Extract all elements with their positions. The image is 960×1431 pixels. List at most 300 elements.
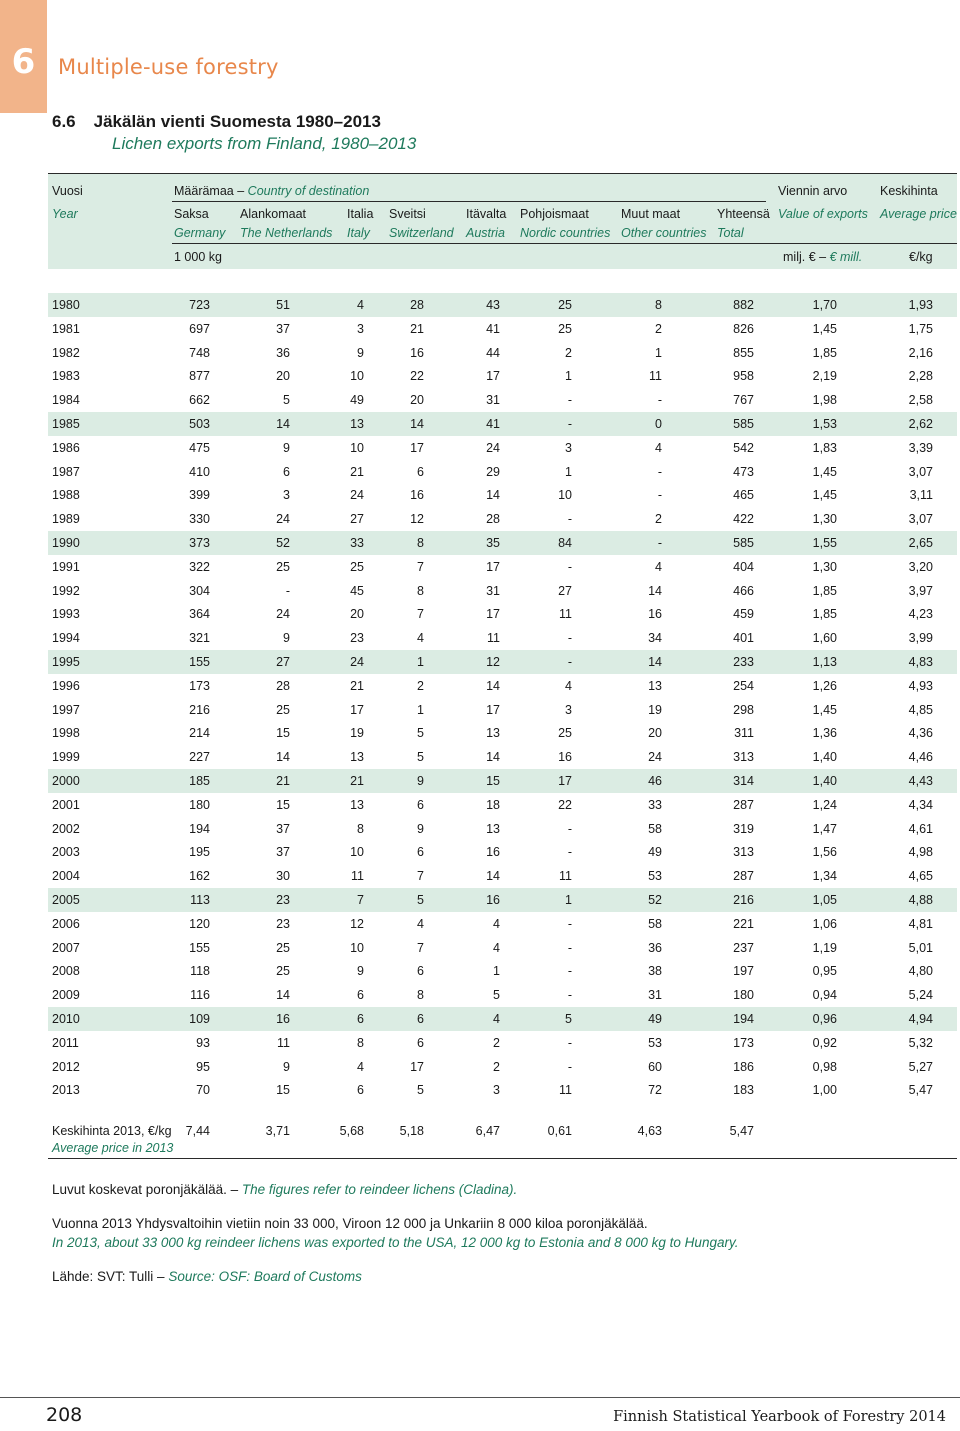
cell-netherlands: 28: [276, 678, 290, 693]
cell-germany: 155: [189, 655, 210, 669]
cell-italy: 6: [357, 1083, 364, 1098]
col-netherlands-fi: Alankomaat: [240, 207, 307, 221]
cell-germany: 194: [189, 821, 210, 836]
cell-price: 4,85: [908, 702, 933, 717]
table-row: [48, 817, 957, 841]
cell-price: 3,07: [908, 512, 933, 527]
table-row: [48, 579, 957, 603]
average-label-fi: Keskihinta 2013, €/kg: [52, 1124, 172, 1138]
cell-switzerland: 6: [417, 964, 424, 979]
cell-value: 1,34: [812, 869, 837, 884]
cell-other: 14: [648, 583, 662, 598]
chapter-title: Multiple-use forestry: [58, 55, 279, 79]
cell-austria: 2: [493, 1035, 500, 1050]
cell-netherlands: 14: [276, 750, 290, 765]
cell-netherlands: 15: [276, 726, 290, 741]
cell-other: 2: [655, 512, 662, 527]
col-total-fi: Yhteensä: [717, 207, 770, 221]
cell-value: 1,45: [812, 488, 837, 503]
cell-year: 1980: [52, 298, 80, 312]
cell-austria: 29: [486, 464, 500, 479]
table-row: [48, 341, 957, 365]
cell-total: 311: [734, 726, 754, 741]
cell-netherlands: 25: [276, 702, 290, 717]
cell-year: 1990: [52, 536, 80, 550]
cell-price: 4,46: [908, 750, 933, 765]
cell-austria: 41: [486, 417, 500, 431]
cell-italy: 7: [357, 893, 364, 907]
cell-switzerland: 4: [417, 916, 424, 931]
cell-italy: 24: [350, 655, 364, 669]
table-row: [48, 650, 957, 674]
cell-switzerland: 16: [410, 488, 424, 503]
col-switzerland-en: Switzerland: [389, 226, 454, 240]
col-total-en: Total: [717, 226, 744, 240]
cell-netherlands: 20: [276, 369, 290, 384]
cell-value: 1,36: [812, 726, 837, 741]
cell-price: 4,93: [908, 678, 933, 693]
cell-switzerland: 7: [417, 607, 424, 622]
header-price-fi: Keskihinta: [880, 184, 938, 198]
cell-value: 1,24: [812, 797, 837, 812]
cell-total: 221: [733, 916, 754, 931]
cell-nordic: -: [567, 559, 572, 574]
cell-netherlands: 51: [276, 298, 290, 312]
cell-netherlands: 21: [276, 774, 290, 788]
table-row: [48, 1007, 957, 1031]
col-netherlands-en: The Netherlands: [240, 226, 333, 240]
cell-total: 401: [733, 631, 754, 646]
cell-year: 2008: [52, 964, 80, 979]
cell-nordic: 17: [558, 774, 572, 788]
cell-year: 2012: [52, 1059, 80, 1074]
cell-nordic: -: [567, 916, 572, 931]
cell-austria: 14: [486, 869, 500, 884]
table-row: [48, 959, 957, 983]
cell-nordic: -: [567, 417, 572, 431]
cell-germany: 118: [190, 964, 210, 979]
cell-nordic: 11: [559, 607, 572, 622]
header-destination: Määrämaa – Country of destination: [174, 184, 370, 198]
cell-price: 3,99: [908, 631, 933, 646]
table-row: [48, 769, 957, 793]
cell-total: 313: [733, 750, 754, 765]
cell-italy: 12: [350, 916, 364, 931]
cell-germany: 180: [189, 797, 210, 812]
table-row: [48, 388, 957, 412]
cell-price: 3,39: [908, 440, 933, 455]
cell-germany: 364: [189, 607, 210, 622]
cell-price: 4,36: [908, 726, 933, 741]
cell-other: 19: [648, 702, 662, 717]
cell-austria: 14: [486, 678, 500, 693]
footer-rule: [0, 1397, 960, 1398]
cell-year: 2011: [52, 1035, 79, 1050]
cell-italy: 13: [350, 417, 364, 431]
cell-austria: 17: [486, 369, 500, 384]
cell-price: 3,07: [908, 464, 933, 479]
table-row: [48, 626, 957, 650]
cell-switzerland: 17: [410, 1059, 424, 1074]
cell-price: 4,23: [908, 607, 933, 622]
cell-value: 0,95: [812, 964, 837, 979]
cell-price: 5,27: [908, 1059, 933, 1074]
table-row: [48, 507, 957, 531]
cell-year: 1994: [52, 631, 80, 646]
cell-switzerland: 5: [417, 1083, 424, 1098]
average-label-en: Average price in 2013: [52, 1141, 174, 1155]
table-bottom-rule: [48, 1158, 957, 1159]
cell-austria: 28: [486, 512, 500, 527]
cell-austria: 43: [486, 298, 500, 312]
col-other-fi: Muut maat: [621, 207, 681, 221]
cell-year: 1985: [52, 417, 80, 431]
cell-year: 2010: [52, 1012, 80, 1026]
cell-austria: 3: [493, 1083, 500, 1098]
cell-other: 4: [655, 440, 662, 455]
cell-nordic: 3: [565, 702, 572, 717]
cell-netherlands: 11: [277, 1035, 290, 1050]
cell-year: 2003: [52, 845, 80, 860]
cell-netherlands: 25: [276, 964, 290, 979]
table-row: [48, 721, 957, 745]
cell-year: 1987: [52, 464, 80, 479]
header-vuosi: Vuosi: [52, 184, 83, 198]
cell-total: 298: [733, 702, 754, 717]
cell-total: 319: [733, 821, 754, 836]
table-row: [48, 840, 957, 864]
cell-other: 46: [648, 774, 662, 788]
cell-netherlands: 23: [276, 916, 290, 931]
cell-germany: 116: [190, 988, 210, 1003]
col-italy-fi: Italia: [347, 207, 374, 221]
cell-nordic: 1: [565, 464, 572, 479]
cell-austria: 11: [487, 631, 500, 646]
cell-italy: 19: [350, 726, 364, 741]
cell-austria: 15: [486, 774, 500, 788]
cell-germany: 109: [189, 1012, 210, 1026]
header-price-en: Average price: [880, 207, 957, 221]
cell-nordic: -: [567, 845, 572, 860]
cell-nordic: 22: [558, 797, 572, 812]
cell-year: 1993: [52, 607, 80, 622]
cell-nordic: -: [567, 1059, 572, 1074]
cell-total: 216: [733, 893, 754, 907]
cell-italy: 8: [357, 1035, 364, 1050]
table-row: [48, 1055, 957, 1079]
cell-nordic: 84: [558, 536, 572, 550]
cell-switzerland: 14: [410, 417, 424, 431]
cell-nordic: -: [567, 655, 572, 669]
cell-netherlands: 9: [283, 440, 290, 455]
cell-netherlands: 30: [276, 869, 290, 884]
cell-switzerland: 2: [417, 678, 424, 693]
cell-switzerland: 9: [417, 821, 424, 836]
average-switzerland: 5,18: [399, 1124, 424, 1138]
cell-austria: 18: [486, 797, 500, 812]
cell-italy: 33: [350, 536, 364, 550]
cell-nordic: 27: [558, 583, 572, 598]
cell-nordic: 25: [558, 726, 572, 741]
col-other-en: Other countries: [621, 226, 707, 240]
cell-nordic: -: [567, 631, 572, 646]
cell-year: 2006: [52, 916, 80, 931]
cell-other: 31: [648, 988, 662, 1003]
table-row: [48, 483, 957, 507]
cell-germany: 216: [189, 702, 210, 717]
cell-switzerland: 28: [410, 298, 424, 312]
cell-germany: 70: [196, 1083, 210, 1098]
cell-germany: 503: [189, 417, 210, 431]
cell-netherlands: 6: [283, 464, 290, 479]
cell-netherlands: 14: [276, 988, 290, 1003]
cell-switzerland: 9: [417, 774, 424, 788]
cell-other: -: [657, 536, 662, 550]
cell-switzerland: 1: [417, 655, 424, 669]
cell-year: 1989: [52, 512, 80, 527]
cell-value: 1,47: [812, 821, 837, 836]
cell-other: 49: [648, 1012, 662, 1026]
cell-price: 4,98: [908, 845, 933, 860]
col-germany-fi: Saksa: [174, 207, 209, 221]
cell-total: 826: [733, 321, 754, 336]
cell-price: 5,47: [908, 1083, 933, 1098]
cell-switzerland: 6: [417, 1035, 424, 1050]
cell-year: 2013: [52, 1083, 80, 1098]
cell-other: 14: [648, 655, 662, 669]
cell-other: 49: [648, 845, 662, 860]
cell-switzerland: 8: [417, 988, 424, 1003]
header-top-rule: [48, 173, 957, 174]
cell-total: 287: [733, 797, 754, 812]
cell-total: 585: [733, 536, 754, 550]
cell-switzerland: 21: [410, 321, 424, 336]
cell-year: 1999: [52, 750, 80, 765]
cell-germany: 227: [189, 750, 210, 765]
cell-value: 1,98: [812, 393, 837, 408]
cell-switzerland: 20: [410, 393, 424, 408]
cell-italy: 17: [350, 702, 364, 717]
cell-total: 237: [733, 940, 754, 955]
cell-other: -: [657, 488, 662, 503]
note-2013-en: In 2013, about 33 000 kg reindeer lichens was exported to the USA, 12 000 kg to Estonia and 8 000 kg to Hungary.: [52, 1235, 739, 1250]
cell-price: 4,81: [908, 916, 933, 931]
table-row: [48, 602, 957, 626]
cell-value: 1,13: [812, 655, 837, 669]
table-row: [48, 293, 957, 317]
cell-value: 1,56: [812, 845, 837, 860]
table-row: [48, 698, 957, 722]
cell-year: 1986: [52, 440, 80, 455]
cell-total: 465: [733, 488, 754, 503]
cell-value: 0,94: [812, 988, 837, 1003]
table-row: [48, 317, 957, 341]
cell-total: 233: [733, 655, 754, 669]
cell-netherlands: 25: [276, 940, 290, 955]
cell-italy: 24: [350, 488, 364, 503]
cell-austria: 13: [486, 821, 500, 836]
cell-switzerland: 16: [410, 345, 424, 360]
cell-nordic: 25: [558, 298, 572, 312]
book-title: Finnish Statistical Yearbook of Forestry 2014: [613, 1409, 946, 1425]
cell-value: 1,19: [812, 940, 837, 955]
col-austria-en: Austria: [466, 226, 505, 240]
table-row: [48, 364, 957, 388]
cell-total: 186: [733, 1059, 754, 1074]
cell-nordic: 25: [558, 321, 572, 336]
cell-total: 466: [733, 583, 754, 598]
cell-austria: 4: [493, 916, 500, 931]
cell-switzerland: 8: [417, 536, 424, 550]
cell-year: 1996: [52, 678, 80, 693]
cell-netherlands: 9: [283, 1059, 290, 1074]
note-2013-fi: Vuonna 2013 Yhdysvaltoihin vietiin noin 33 000, Viroon 12 000 ja Unkariin 8 000 kiloa poronjäkälää.: [52, 1216, 648, 1231]
cell-value: 1,83: [812, 440, 837, 455]
cell-value: 1,55: [812, 536, 837, 550]
table-row: [48, 555, 957, 579]
cell-italy: 6: [357, 988, 364, 1003]
cell-price: 3,20: [908, 559, 933, 574]
cell-germany: 93: [196, 1035, 210, 1050]
cell-germany: 214: [189, 726, 210, 741]
cell-value: 1,45: [812, 702, 837, 717]
cell-italy: 13: [350, 750, 364, 765]
cell-italy: 21: [350, 774, 364, 788]
cell-other: 13: [648, 678, 662, 693]
cell-austria: 44: [486, 345, 500, 360]
table-row: [48, 936, 957, 960]
cell-total: 422: [733, 512, 754, 527]
cell-total: 855: [733, 345, 754, 360]
cell-italy: 10: [350, 845, 364, 860]
cell-italy: 6: [357, 1012, 364, 1026]
cell-germany: 748: [189, 345, 210, 360]
cell-austria: 4: [493, 940, 500, 955]
cell-total: 459: [733, 607, 754, 622]
cell-nordic: 5: [565, 1012, 572, 1026]
unit-value: milj. € – € mill.: [783, 250, 863, 264]
cell-other: 8: [655, 298, 662, 312]
cell-italy: 45: [350, 583, 364, 598]
cell-nordic: 1: [565, 369, 572, 384]
cell-germany: 173: [189, 678, 210, 693]
cell-total: 314: [733, 774, 754, 788]
cell-netherlands: 16: [276, 1012, 290, 1026]
cell-switzerland: 5: [417, 726, 424, 741]
cell-other: 52: [648, 893, 662, 907]
cell-switzerland: 4: [417, 631, 424, 646]
cell-austria: 1: [493, 964, 500, 979]
cell-italy: 10: [350, 940, 364, 955]
cell-austria: 16: [486, 893, 500, 907]
cell-netherlands: 27: [276, 655, 290, 669]
header-unit-rule: [172, 243, 957, 244]
cell-value: 1,40: [812, 774, 837, 788]
cell-netherlands: 24: [276, 607, 290, 622]
cell-netherlands: 24: [276, 512, 290, 527]
cell-italy: 49: [350, 393, 364, 408]
cell-value: 1,40: [812, 750, 837, 765]
cell-price: 5,24: [908, 988, 933, 1003]
cell-price: 4,88: [908, 893, 933, 907]
cell-year: 1988: [52, 488, 80, 503]
cell-value: 1,45: [812, 321, 837, 336]
cell-total: 767: [733, 393, 754, 408]
cell-other: 33: [648, 797, 662, 812]
cell-netherlands: 23: [276, 893, 290, 907]
cell-germany: 195: [189, 845, 210, 860]
cell-germany: 321: [189, 631, 210, 646]
note-lichens: Luvut koskevat poronjäkälää. – The figures refer to reindeer lichens (Cladina).: [52, 1182, 518, 1197]
cell-value: 1,45: [812, 464, 837, 479]
cell-italy: 10: [350, 440, 364, 455]
cell-netherlands: 15: [276, 1083, 290, 1098]
cell-value: 1,06: [812, 916, 837, 931]
cell-netherlands: 9: [283, 631, 290, 646]
cell-nordic: 16: [558, 750, 572, 765]
cell-italy: 25: [350, 559, 364, 574]
cell-germany: 475: [189, 440, 210, 455]
cell-total: 287: [733, 869, 754, 884]
cell-price: 2,16: [908, 345, 933, 360]
cell-germany: 399: [189, 488, 210, 503]
cell-austria: 31: [486, 393, 500, 408]
cell-price: 4,83: [908, 655, 933, 669]
cell-value: 1,85: [812, 345, 837, 360]
cell-value: 1,85: [812, 583, 837, 598]
cell-netherlands: 52: [276, 536, 290, 550]
cell-other: 72: [648, 1083, 662, 1098]
table-row: [48, 912, 957, 936]
cell-netherlands: 37: [276, 321, 290, 336]
cell-year: 2002: [52, 821, 80, 836]
table-row: [48, 793, 957, 817]
cell-germany: 162: [189, 869, 210, 884]
cell-year: 2009: [52, 988, 80, 1003]
cell-austria: 5: [493, 988, 500, 1003]
cell-switzerland: 5: [417, 893, 424, 907]
cell-germany: 304: [189, 583, 210, 598]
cell-price: 4,61: [908, 821, 933, 836]
cell-value: 1,00: [812, 1083, 837, 1098]
cell-value: 1,53: [812, 417, 837, 431]
table-row: [48, 888, 957, 912]
table-row: [48, 745, 957, 769]
cell-nordic: 3: [565, 440, 572, 455]
cell-austria: 24: [486, 440, 500, 455]
cell-italy: 9: [357, 345, 364, 360]
cell-other: 24: [648, 750, 662, 765]
cell-year: 2004: [52, 869, 80, 884]
cell-switzerland: 6: [417, 1012, 424, 1026]
table-row: [48, 983, 957, 1007]
cell-germany: 410: [189, 464, 210, 479]
cell-year: 1984: [52, 393, 80, 408]
cell-value: 1,60: [812, 631, 837, 646]
cell-year: 1992: [52, 583, 80, 598]
table-row: [48, 460, 957, 484]
cell-austria: 17: [486, 702, 500, 717]
cell-austria: 12: [486, 655, 500, 669]
cell-year: 1982: [52, 345, 80, 360]
cell-italy: 11: [351, 869, 364, 884]
table-title-fi: Jäkälän vienti Suomesta 1980–2013: [93, 112, 381, 131]
cell-italy: 4: [357, 1059, 364, 1074]
cell-germany: 697: [189, 321, 210, 336]
cell-netherlands: 37: [276, 845, 290, 860]
cell-price: 5,32: [908, 1035, 933, 1050]
chapter-number: 6: [11, 42, 36, 82]
